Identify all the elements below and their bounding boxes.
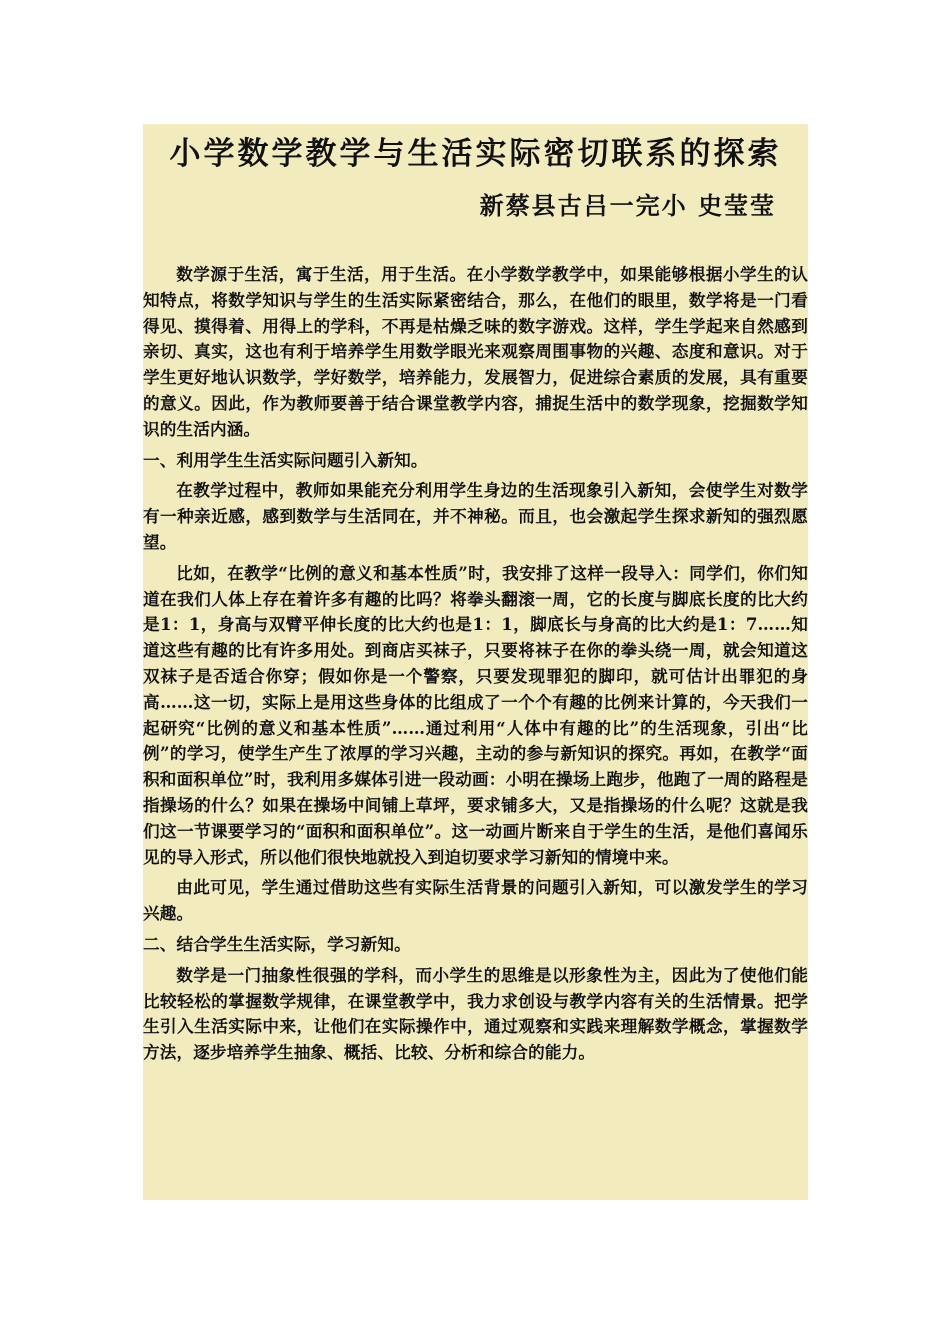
- document-page: [143, 124, 808, 1200]
- section-1-paragraph-2: 比如，在教学“比例的意义和基本性质”时，我安排了这样一段导入：同学们，你们知道在我们人体上存在着许多有趣的比吗？将拳头翻滚一周，它的长度与脚底长度的比大约是1：1，身高与双臂平伸长度的比大约也是1：1，脚底长与身高的比大约是1：7……知道这些有趣的比有许多用处。到商店买袜子，只要将袜子在你的拳头绕一周，就会知道这双袜子是否适合你穿；假如你是一个警察，只要发现罪犯的脚印，就可估计出罪犯的身高……这一切，实际上是用这些身体的比组成了一个个有趣的比例来计算的，今天我们一起研究“比例的意义和基本性质”……通过利用“人体中有趣的比”的生活现象，引出“比例”的学习，使学生产生了浓厚的学习兴趣，主动的参与新知识的探究。再如，在教学“面积和面积单位”时，我利用多媒体引进一段动画：小明在操场上跑步，他跑了一周的路程是指操场的什么？如果在操场中间铺上草坪，要求铺多大，又是指操场的什么呢？这就是我们这一节课要学习的“面积和面积单位”。这一动画片断来自于学生的生活，是他们喜闻乐见的导入形式，所以他们很快地就投入到迫切要求学习新知的情境中来。: [143, 562, 808, 867]
- author-line: 新蔡县古吕一完小 史莹莹: [479, 191, 776, 220]
- document-title: 小学数学教学与生活实际密切联系的探索: [169, 136, 782, 172]
- section-2-heading: 二、结合学生生活实际，学习新知。: [143, 933, 411, 954]
- section-1-paragraph-1: 在教学过程中，教师如果能充分利用学生身边的生活现象引入新知，会使学生对数学有一种亲近感，感到数学与生活同在，并不神秘。而且，也会激起学生探求新知的强烈愿望。: [143, 480, 808, 552]
- section-2-paragraph-1: 数学是一门抽象性很强的学科，而小学生的思维是以形象性为主，因此为了使他们能比较轻松的掌握数学规律，在课堂教学中，我力求创设与教学内容有关的生活情景。把学生引入生活实际中来，让他们在实际操作中，通过观察和实践来理解数学概念，掌握数学方法，逐步培养学生抽象、概括、比较、分析和综合的能力。: [143, 964, 808, 1063]
- section-1-heading: 一、利用学生生活实际问题引入新知。: [143, 449, 428, 470]
- section-1-paragraph-3: 由此可见，学生通过借助这些有实际生活背景的问题引入新知，可以激发学生的学习兴趣。: [143, 877, 808, 924]
- intro-paragraph: 数学源于生活，寓于生活，用于生活。在小学数学教学中，如果能够根据小学生的认知特点，将数学知识与学生的生活实际紧密结合，那么，在他们的眼里，数学将是一门看得见、摸得着、用得上的学科，不再是枯燥乏味的数字游戏。这样，学生学起来自然感到亲切、真实，这也有利于培养学生用数学眼光来观察周围事物的兴趣、态度和意识。对于学生更好地认识数学，学好数学，培养能力，发展智力，促进综合素质的发展，具有重要的意义。因此，作为教师要善于结合课堂教学内容，捕捉生活中的数学现象，挖掘数学知识的生活内涵。: [143, 264, 808, 439]
- document-body: [143, 262, 808, 1071]
